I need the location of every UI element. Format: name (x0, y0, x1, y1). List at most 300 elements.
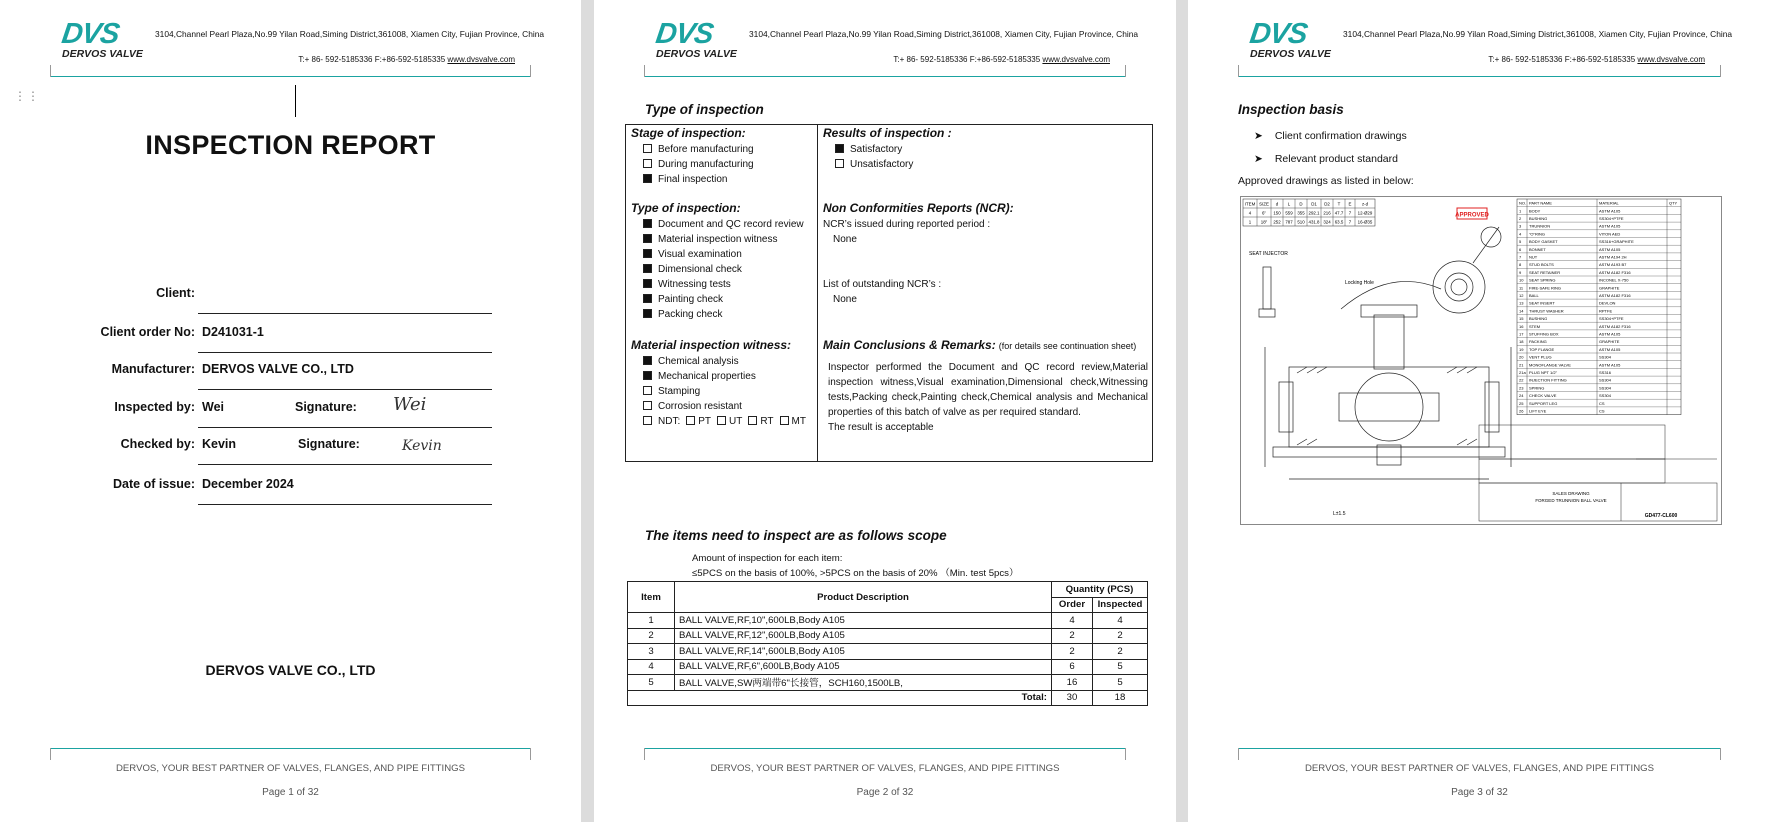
checkbox-icon[interactable] (748, 416, 757, 425)
header-address: 3104,Channel Pearl Plaza,No.99 Yilan Road,Siming District,361008, Xiamen City, Fujian Province, China (749, 29, 1139, 39)
basis-bullet (1254, 153, 1398, 165)
check-row (631, 277, 816, 292)
ndt-label: NDT: (658, 416, 681, 427)
parts-list-cell: BALL (1529, 293, 1539, 298)
parts-list-cell: BONNET (1529, 246, 1546, 252)
check-row (631, 142, 816, 157)
check-row (631, 354, 816, 369)
parts-list-cell: BUSHING (1529, 316, 1548, 322)
header-website[interactable]: www.dvsvalve.com (1637, 55, 1705, 64)
scope-rule-line: ≤5PCS on the basis of 100%, >5PCS on the basis of 20% （Min. test 5pcs） (692, 568, 1019, 579)
parts-list-cell: MATERIAL (1599, 200, 1619, 206)
parts-list-cell: 3 (1519, 223, 1522, 229)
parts-list-cell: SS304 (1599, 377, 1612, 383)
checkbox-icon[interactable] (643, 144, 652, 153)
length-dimension: L±1.5 (1333, 511, 1346, 517)
basis-title: Inspection basis (1238, 102, 1344, 117)
parts-list-cell: VENT PLUG (1529, 354, 1552, 360)
checkbox-icon[interactable] (717, 416, 726, 425)
parts-list-cell: 2 (1519, 216, 1522, 221)
cell-desc: BALL VALVE,SW两端带6"长接管，SCH160,1500LB, (675, 675, 1052, 691)
approved-line: Approved drawings as listed in below: (1238, 175, 1414, 187)
size-table-cell: z-d (1361, 201, 1369, 207)
arrow-bullet-icon: ➤ (1254, 130, 1263, 142)
header-website[interactable]: www.dvsvalve.com (1042, 55, 1110, 64)
parts-list-cell: 4 (1519, 231, 1522, 237)
stage-heading: Stage of inspection: (631, 126, 746, 140)
margin-mark (530, 748, 531, 760)
parts-list-cell: INCONEL X-750 (1599, 277, 1629, 283)
checkbox-checked-icon[interactable] (643, 249, 652, 258)
inspected-signature: Wei (393, 394, 427, 415)
checkbox-checked-icon[interactable] (643, 264, 652, 273)
parts-list-cell: 17 (1519, 331, 1524, 337)
parts-list-cell: SEAT INSERT (1529, 300, 1555, 306)
check-row (631, 369, 816, 384)
size-table-cell: 7 (1348, 210, 1352, 216)
field-underline (198, 464, 492, 465)
margin-mark (530, 65, 531, 77)
table-row (628, 628, 1148, 644)
total-label: Total: (628, 690, 1052, 706)
check-label: Chemical analysis (658, 356, 739, 367)
cell-order: 6 (1052, 659, 1093, 675)
cell-order: 2 (1052, 628, 1093, 644)
conclusions-heading-row (823, 338, 1148, 352)
parts-list-cell: DEVLON (1599, 300, 1616, 306)
parts-list-cell: 8 (1519, 262, 1522, 268)
parts-list-cell: ASTM A105 (1599, 246, 1621, 252)
type-heading: Type of inspection: (631, 201, 741, 215)
base-section (1273, 447, 1505, 457)
size-table-cell: D2 (1324, 201, 1330, 207)
title-block-frame (1479, 425, 1717, 521)
parts-list-cell: SS304 (1599, 354, 1612, 360)
checkbox-checked-icon[interactable] (643, 234, 652, 243)
table-header-row (628, 582, 1148, 598)
approved-drawing (1240, 196, 1722, 525)
page-3 (1188, 0, 1771, 822)
header-rule (644, 76, 1126, 77)
field-underline (198, 389, 492, 390)
header-contact (298, 55, 515, 64)
checkbox-checked-icon[interactable] (643, 356, 652, 365)
parts-list-cell: STUD BOLTS (1529, 262, 1554, 268)
parts-list-cell: SS304 (1599, 393, 1612, 399)
box-divider (817, 125, 818, 461)
type-block (631, 201, 816, 322)
ndt-option: RT (760, 416, 774, 427)
parts-list-cell: 13 (1519, 300, 1524, 306)
size-table-cell: 63.5 (1334, 219, 1344, 225)
size-table-cell: 7 (1348, 219, 1352, 225)
check-row (631, 172, 816, 187)
size-table-cell: 47.7 (1334, 210, 1344, 216)
inspection-box (625, 124, 1153, 462)
date-label: Date of issue: (113, 477, 195, 491)
check-row (631, 399, 816, 414)
size-table-cell: 355 (1297, 210, 1305, 216)
cell-desc: BALL VALVE,RF,12",600LB,Body A105 (675, 628, 1052, 644)
parts-list-cell: MONOFLANGE VALVE (1529, 362, 1571, 368)
parts-list-cell: SS304+PTFE (1599, 316, 1624, 322)
page-number: Page 2 of 32 (856, 787, 914, 798)
size-table-cell: 292.1 (1308, 210, 1320, 216)
ncr-block (823, 201, 1148, 307)
parts-list-cell: STUFFING BOX (1529, 331, 1559, 337)
seat-injector-label: SEAT INJECTOR (1249, 251, 1288, 257)
ncr-issued-label: NCR’s issued during reported period : (823, 219, 991, 230)
client-label: Client: (156, 286, 195, 300)
check-label: Mechanical properties (658, 371, 756, 382)
size-table-cell: D1 (1311, 201, 1317, 207)
parts-list-cell: LIFT EYE (1529, 408, 1547, 414)
conclusions-note: (for details see continuation sheet) (998, 341, 1137, 351)
parts-list-cell: 6 (1519, 246, 1522, 252)
parts-list-cell: 14 (1519, 308, 1524, 314)
manufacturer-label: Manufacturer: (111, 362, 195, 376)
seat-injector (1263, 267, 1271, 309)
checkbox-checked-icon[interactable] (643, 309, 652, 318)
injector-base (1259, 309, 1275, 317)
parts-list-cell: ASTM A182 F316 (1599, 323, 1631, 329)
parts-list-cell: SS316+GRAPHITE (1599, 239, 1634, 245)
check-label: Packing check (658, 309, 723, 320)
check-label: Material inspection witness (658, 234, 778, 245)
margin-mark (1125, 748, 1126, 760)
col-inspected: Inspected (1093, 597, 1148, 613)
ndt-option: MT (791, 416, 806, 427)
title-name-2: FORGED TRUNNION BALL VALVE (1535, 498, 1607, 503)
col-quantity: Quantity (PCS) (1052, 582, 1148, 598)
bullet-text: Relevant product standard (1274, 153, 1398, 165)
logo-subtitle: DERVOS VALVE (62, 48, 143, 60)
col-order: Order (1052, 597, 1093, 613)
parts-list-cell: 19 (1519, 346, 1524, 352)
page-1 (0, 0, 581, 822)
inspected-value: Wei (202, 400, 224, 414)
cell-inspected: 5 (1093, 675, 1148, 691)
ncr-heading: Non Conformities Reports (NCR): (823, 201, 1014, 215)
size-table-cell: 431.8 (1308, 219, 1320, 225)
header-rule (1238, 76, 1721, 77)
checkbox-checked-icon[interactable] (643, 294, 652, 303)
table-row (628, 675, 1148, 691)
handwheel-hub (1481, 227, 1501, 247)
parts-list-cell: 26 (1519, 408, 1524, 414)
parts-list-cell: 11 (1519, 285, 1524, 291)
parts-list-cell: 18 (1519, 339, 1524, 345)
checkbox-icon[interactable] (643, 159, 652, 168)
cell-desc: BALL VALVE,RF,14",600LB,Body A105 (675, 644, 1052, 660)
ndt-option: UT (729, 416, 743, 427)
check-label: Final inspection (658, 174, 728, 185)
size-table-cell: SIZE (1259, 201, 1269, 207)
conclusions-block (823, 338, 1148, 435)
check-row (823, 142, 1148, 157)
logo-mark: DVS (1247, 18, 1309, 50)
flange-view-inner (1445, 273, 1473, 301)
header-contact (1488, 55, 1705, 64)
header-website[interactable]: www.dvsvalve.com (447, 55, 515, 64)
size-table-cell: 4 (1248, 210, 1252, 216)
margin-mark (50, 748, 51, 760)
right-flange (1485, 382, 1499, 432)
field-underline (198, 352, 492, 353)
cell-inspected: 2 (1093, 628, 1148, 644)
size-table-cell: 12-Ø29 (1357, 210, 1373, 216)
checkbox-icon[interactable] (643, 401, 652, 410)
basis-bullet (1254, 130, 1407, 142)
cell-desc: BALL VALVE,RF,10",600LB,Body A105 (675, 613, 1052, 629)
size-table-cell: 324 (1323, 219, 1331, 225)
parts-list-cell: PLUG NPT 1/2" (1529, 370, 1558, 375)
check-label: Dimensional check (658, 264, 742, 275)
section-hatching (1297, 367, 1477, 445)
check-row (631, 307, 816, 322)
conclusions-result: The result is acceptable (828, 422, 934, 433)
checkbox-checked-icon[interactable] (643, 371, 652, 380)
margin-mark (644, 748, 645, 760)
size-table-cell: 6" (1261, 210, 1267, 216)
size-table-cell: E (1348, 201, 1352, 207)
stem-housing (1374, 315, 1404, 369)
parts-list-cell: NO. (1519, 200, 1527, 206)
page-number: Page 1 of 32 (262, 787, 319, 798)
margin-mark (1125, 65, 1126, 77)
ndt-option: PT (698, 416, 712, 427)
bullet-text: Client confirmation drawings (1274, 130, 1407, 142)
parts-list-cell: ASTM A105 (1599, 208, 1621, 214)
title-pressure-box (1479, 459, 1665, 483)
parts-list-cell: ASTM A105 (1599, 331, 1621, 337)
check-row (631, 217, 816, 232)
cell-inspected: 5 (1093, 659, 1148, 675)
date-value: December 2024 (202, 477, 294, 491)
checkbox-checked-icon[interactable] (643, 279, 652, 288)
parts-list-cell: ASTM A182 F316 (1599, 269, 1631, 275)
check-row (631, 157, 816, 172)
size-table-cell: T (1337, 201, 1341, 207)
check-label: Painting check (658, 294, 724, 305)
check-label: Visual examination (658, 249, 742, 260)
checkbox-icon[interactable] (686, 416, 695, 425)
title-name-1: SALES DRAWING (1552, 491, 1590, 496)
field-underline (198, 427, 492, 428)
col-description: Product Description (675, 582, 1052, 613)
stage-block (631, 126, 816, 187)
parts-list-cell: SS304+PTFE (1599, 216, 1624, 221)
parts-list-cell: 1 (1519, 208, 1522, 214)
ncr-outstanding-value: None (833, 294, 857, 305)
size-table-cell: 216 (1323, 210, 1331, 216)
size-table-cell: 16-Ø35 (1357, 219, 1373, 225)
check-row (631, 232, 816, 247)
parts-list-cell: 10 (1519, 277, 1524, 283)
checkbox-icon[interactable] (643, 416, 652, 425)
cell-item: 4 (628, 659, 675, 675)
company-name: DERVOS VALVE CO., LTD (205, 662, 376, 678)
footer-tagline: DERVOS, YOUR BEST PARTNER OF VALVES, FLANGES, AND PIPE FITTINGS (1304, 763, 1654, 774)
table-row (628, 613, 1148, 629)
parts-list-cell: 23 (1519, 385, 1524, 391)
material-block (631, 338, 816, 429)
cell-item: 2 (628, 628, 675, 644)
size-table-cell: 1 (1248, 219, 1252, 225)
parts-list-cell: ASTM A193 B7 (1599, 262, 1627, 268)
checkbox-checked-icon[interactable] (643, 219, 652, 228)
parts-list-cell: ASTM A182 F316 (1599, 293, 1631, 298)
total-order: 30 (1052, 690, 1093, 706)
check-row (631, 247, 816, 262)
parts-list-cell: 7 (1519, 254, 1522, 260)
text-cursor (295, 85, 296, 117)
inspected-label: Inspected by: (114, 400, 195, 414)
scope-amount-line: Amount of inspection for each item: (692, 553, 843, 564)
results-heading: Results of inspection : (823, 126, 952, 140)
results-block (823, 126, 1148, 172)
checkbox-icon[interactable] (643, 386, 652, 395)
parts-list-cell: SS304 (1599, 385, 1612, 391)
field-underline (198, 313, 492, 314)
manufacturer-value: DERVOS VALVE CO., LTD (202, 362, 354, 376)
company-logo (653, 18, 746, 64)
footer-rule (50, 748, 531, 749)
checkbox-checked-icon[interactable] (835, 144, 844, 153)
parts-list-cell: NUT (1529, 254, 1538, 260)
parts-list-cell: ASTM A105 (1599, 346, 1621, 352)
header-tel: T:+ 86- 592-5185336 F:+86-592-5185335 (298, 55, 446, 64)
check-row (631, 262, 816, 277)
field-underline (198, 504, 492, 505)
cell-order: 4 (1052, 613, 1093, 629)
parts-list-cell: SPRING (1529, 385, 1545, 391)
approved-stamp: APPROVED (1455, 212, 1489, 219)
parts-list-cell: 12 (1519, 293, 1524, 298)
flange-view-bore (1451, 279, 1467, 295)
size-table-cell: 787 (1285, 219, 1293, 225)
company-logo (1247, 18, 1340, 64)
parts-list-cell: RPTFE (1599, 308, 1613, 314)
parts-list-cell: STEM (1529, 323, 1541, 329)
parts-list-cell: 5 (1519, 239, 1522, 245)
parts-list-cell: TOP FLANGE (1529, 346, 1555, 352)
parts-list (1517, 199, 1681, 415)
header-address: 3104,Channel Pearl Plaza,No.99 Yilan Road,Siming District,361008, Xiamen City, Fujian Province, China (1343, 29, 1733, 39)
parts-list-cell: 24 (1519, 393, 1524, 399)
items-table (627, 581, 1148, 706)
valve-body (1289, 367, 1489, 447)
valve-drawing (1259, 227, 1511, 479)
footer-tagline: DERVOS, YOUR BEST PARTNER OF VALVES, FLANGES, AND PIPE FITTINGS (710, 763, 1060, 774)
check-row (631, 292, 816, 307)
scope-title: The items need to inspect are as follows scope (645, 528, 947, 543)
check-label: Witnessing tests (658, 279, 731, 290)
page-number: Page 3 of 32 (1451, 787, 1508, 798)
parts-list-cell: CHECK VALVE (1529, 393, 1557, 399)
size-table-cell: d (1275, 201, 1279, 207)
order-value: D241031-1 (202, 325, 264, 339)
margin-mark (1238, 748, 1239, 760)
size-table-cell: ITEM (1244, 201, 1256, 207)
locking-hole-label: Locking Hole (1345, 280, 1374, 286)
check-label: Unsatisfactory (850, 159, 914, 170)
inspection-type-title: Type of inspection (645, 102, 764, 117)
parts-list-cell: 21 (1519, 362, 1524, 368)
header-tel: T:+ 86- 592-5185336 F:+86-592-5185335 (1488, 55, 1636, 64)
parts-list-cell: PACKING (1529, 339, 1547, 345)
check-label: Satisfactory (850, 144, 903, 155)
parts-list-cell: BUSHING (1529, 216, 1548, 221)
footer-rule (644, 748, 1126, 749)
size-table-cell: L (1287, 201, 1291, 207)
parts-list-cell: SEAT RETAINER (1529, 269, 1561, 275)
header-rule (50, 76, 531, 77)
cell-desc: BALL VALVE,RF,6",600LB,Body A105 (675, 659, 1052, 675)
parts-list-cell: 25 (1519, 400, 1524, 406)
size-table-cell: 18" (1260, 219, 1268, 225)
check-label: Corrosion resistant (658, 401, 742, 412)
footer-rule (1238, 748, 1721, 749)
parts-list-cell: BODY GASKET (1529, 239, 1558, 245)
cell-item: 5 (628, 675, 675, 691)
trunnion (1377, 445, 1401, 465)
parts-list-cell: 22 (1519, 377, 1524, 383)
check-row-ndt (631, 414, 816, 429)
handwheel-spoke (1473, 227, 1499, 263)
parts-list-cell: TRUNNION (1529, 223, 1551, 229)
conclusions-text: Inspector performed the Document and QC record review,Material inspection witness,Visual examination,Dimensional check,Witnessing tests,Packing check,Painting check,Chemical analysis and Mechanical properties of this batch of valve as per required standard. (828, 362, 1148, 418)
inspected-signature-label: Signature: (295, 400, 357, 414)
checkbox-checked-icon[interactable] (643, 174, 652, 183)
logo-subtitle: DERVOS VALVE (1250, 48, 1331, 60)
parts-list-cell: ASTM A105 (1599, 223, 1621, 229)
check-label: During manufacturing (658, 159, 754, 170)
logo-subtitle: DERVOS VALVE (656, 48, 737, 60)
check-label: Document and QC record review (658, 219, 804, 230)
parts-list-cell: CS (1599, 408, 1605, 414)
cell-order: 2 (1052, 644, 1093, 660)
cell-item: 1 (628, 613, 675, 629)
title-spec-box (1479, 425, 1665, 459)
size-table-cell: 559 (1285, 210, 1293, 216)
cell-inspected: 4 (1093, 613, 1148, 629)
parts-list-cell: ASTM A194 2H (1599, 254, 1627, 260)
parts-list-cell: 20 (1519, 354, 1524, 360)
parts-list-cell: 21a (1519, 370, 1526, 375)
checked-signature: Kevin (402, 438, 442, 454)
parts-list-cell: ASTM A105 (1599, 362, 1621, 368)
checked-value: Kevin (202, 437, 237, 451)
bore (1339, 393, 1439, 421)
parts-list-cell: THRUST WASHER (1529, 308, 1564, 314)
parts-list-cell: SS316 (1599, 370, 1612, 375)
table-row (628, 659, 1148, 675)
checked-signature-label: Signature: (298, 437, 360, 451)
table-row (628, 644, 1148, 660)
size-table-cell: 150 (1273, 210, 1281, 216)
table-total-row (628, 690, 1148, 706)
checkbox-icon[interactable] (780, 416, 789, 425)
drag-handle-icon[interactable]: ⋮⋮ (14, 89, 40, 103)
checkbox-icon[interactable] (835, 159, 844, 168)
parts-list-cell: GRAPHITE (1599, 339, 1620, 345)
flange-view-outer (1433, 261, 1485, 313)
order-label: Client order No: (100, 325, 195, 339)
parts-list-cell: CS (1599, 400, 1605, 406)
page-2 (594, 0, 1176, 822)
parts-list-cell: SEAT SPRING (1529, 277, 1556, 283)
